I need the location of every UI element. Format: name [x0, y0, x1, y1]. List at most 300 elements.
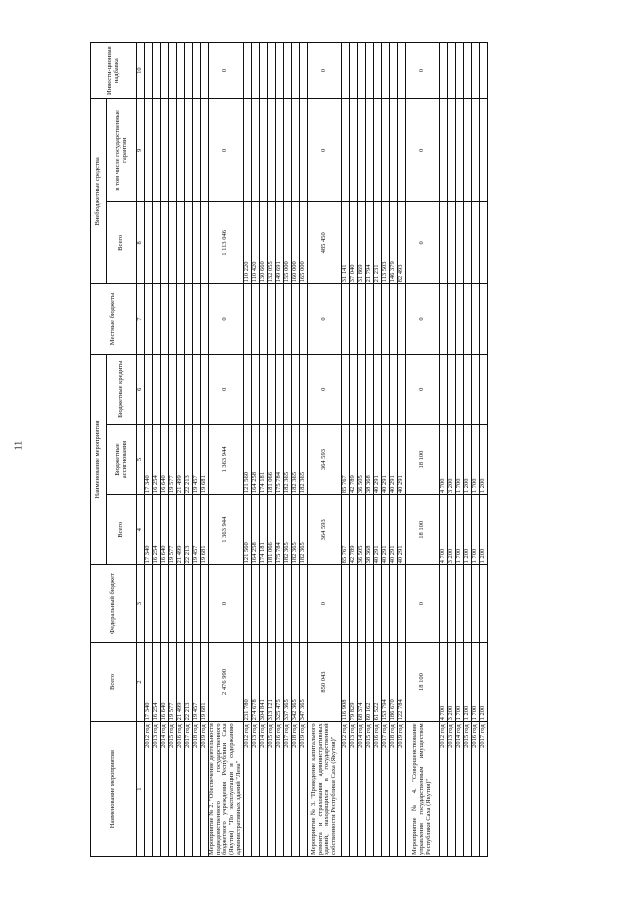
year-extra-guarantees	[184, 99, 192, 202]
year-local	[251, 284, 259, 354]
year-label: 2017 год	[184, 722, 192, 857]
year-total: 21 499	[176, 642, 184, 722]
year-local	[389, 284, 397, 354]
year-invest	[463, 43, 471, 99]
year-main-total: 16 640	[160, 495, 168, 565]
year-local	[184, 284, 192, 354]
year-extra-guarantees	[357, 99, 365, 202]
year-extra-guarantees	[160, 99, 168, 202]
rotated-table-container	[90, 42, 610, 857]
year-label: 2017 год	[479, 722, 487, 857]
year-extra-total: 130 660	[259, 202, 267, 284]
year-budget-credit	[381, 354, 389, 424]
column-index-cell: 6	[137, 354, 145, 424]
year-federal	[200, 565, 208, 642]
year-invest	[144, 43, 152, 99]
year-extra-total: 149 691	[275, 202, 283, 284]
year-main-total: 36 505	[357, 495, 365, 565]
year-federal	[259, 565, 267, 642]
year-total: 17 340	[144, 642, 152, 722]
year-budget-assign: 1 700	[455, 424, 463, 494]
year-budget-assign: 164 258	[251, 424, 259, 494]
year-total: 231 780	[243, 642, 251, 722]
year-budget-assign: 182 365	[299, 424, 307, 494]
year-extra-total	[447, 202, 455, 284]
year-main-total: 85 767	[341, 495, 349, 565]
year-budget-credit	[389, 354, 397, 424]
column-index-cell: 8	[137, 202, 145, 284]
year-federal	[184, 565, 192, 642]
year-local	[479, 284, 487, 354]
year-extra-guarantees	[275, 99, 283, 202]
measure-total: 2 476 990	[208, 642, 243, 722]
year-budget-assign: 36 505	[357, 424, 365, 494]
year-extra-total: 110 220	[243, 202, 251, 284]
measure-invest: 0	[307, 43, 341, 99]
year-extra-total: 37 040	[349, 202, 357, 284]
measure-federal: 0	[208, 565, 243, 642]
year-budget-assign: 181 066	[267, 424, 275, 494]
year-local	[144, 284, 152, 354]
year-total: 342 365	[291, 642, 299, 722]
year-total: 3 200	[447, 642, 455, 722]
year-federal	[463, 565, 471, 642]
year-budget-credit	[267, 354, 275, 424]
year-invest	[259, 43, 267, 99]
year-invest	[251, 43, 259, 99]
year-budget-assign: 16 254	[152, 424, 160, 494]
header-extra-total: Всего	[107, 202, 137, 284]
year-local	[373, 284, 381, 354]
year-budget-credit	[184, 354, 192, 424]
year-main-total: 182 365	[283, 495, 291, 565]
year-main-total: 21 499	[176, 495, 184, 565]
year-federal	[341, 565, 349, 642]
year-budget-assign: 22 213	[184, 424, 192, 494]
year-main-total: 4 700	[439, 495, 447, 565]
year-extra-total	[184, 202, 192, 284]
year-local	[381, 284, 389, 354]
year-total: 337 365	[283, 642, 291, 722]
year-main-total: 175 784	[275, 495, 283, 565]
year-local	[357, 284, 365, 354]
year-budget-assign: 40 291	[373, 424, 381, 494]
year-label: 2018 год	[291, 722, 299, 857]
year-federal	[283, 565, 291, 642]
year-label: 2015 год	[365, 722, 373, 857]
year-invest	[243, 43, 251, 99]
year-extra-guarantees	[349, 99, 357, 202]
year-total: 1 200	[479, 642, 487, 722]
year-extra-guarantees	[463, 99, 471, 202]
year-federal	[365, 565, 373, 642]
year-main-total: 1 200	[463, 495, 471, 565]
year-extra-total	[200, 202, 208, 284]
year-extra-guarantees	[176, 99, 184, 202]
year-federal	[243, 565, 251, 642]
year-main-total: 121 560	[243, 495, 251, 565]
year-row	[397, 43, 405, 857]
column-index-cell: 4	[137, 495, 145, 565]
year-extra-guarantees	[381, 99, 389, 202]
year-local	[176, 284, 184, 354]
year-budget-assign: 42 789	[349, 424, 357, 494]
year-total: 313 121	[267, 642, 275, 722]
year-budget-assign: 19 681	[200, 424, 208, 494]
year-main-total: 3 200	[447, 495, 455, 565]
measure-invest: 0	[405, 43, 439, 99]
year-total: 79 829	[349, 642, 357, 722]
year-federal	[152, 565, 160, 642]
year-total: 325 475	[275, 642, 283, 722]
year-extra-total: 110 420	[251, 202, 259, 284]
year-invest	[381, 43, 389, 99]
year-total: 68 374	[357, 642, 365, 722]
measure-title: Мероприятие № 4. "Совершенствование управления государственным имуществом Республики Саха (Якутия)"	[405, 722, 439, 857]
year-local	[291, 284, 299, 354]
year-budget-credit	[192, 354, 200, 424]
year-federal	[267, 565, 275, 642]
year-label: 2014 год	[259, 722, 267, 857]
year-extra-guarantees	[365, 99, 373, 202]
column-index-cell: 2	[137, 642, 145, 722]
year-extra-guarantees	[373, 99, 381, 202]
year-budget-assign: 40 291	[389, 424, 397, 494]
year-invest	[267, 43, 275, 99]
year-budget-assign: 17 340	[144, 424, 152, 494]
year-total: 116 908	[341, 642, 349, 722]
year-budget-assign: 174 181	[259, 424, 267, 494]
year-extra-total	[463, 202, 471, 284]
year-label: 2013 год	[349, 722, 357, 857]
measure-extra-guarantees: 0	[307, 99, 341, 202]
year-federal	[299, 565, 307, 642]
year-budget-assign: 182 365	[291, 424, 299, 494]
year-federal	[251, 565, 259, 642]
year-budget-credit	[144, 354, 152, 424]
year-invest	[283, 43, 291, 99]
year-main-total: 174 181	[259, 495, 267, 565]
year-label: 2019 год	[397, 722, 405, 857]
year-local	[365, 284, 373, 354]
year-main-total: 1 700	[455, 495, 463, 565]
year-total: 22 213	[184, 642, 192, 722]
header-budget-credit: Бюджетные кредиты	[107, 354, 137, 424]
year-extra-total	[471, 202, 479, 284]
measure-extra-total: 485 450	[307, 202, 341, 284]
year-federal	[479, 565, 487, 642]
year-total: 347 365	[299, 642, 307, 722]
year-federal	[349, 565, 357, 642]
year-total: 16 640	[160, 642, 168, 722]
header-main-total: Всего	[107, 495, 137, 565]
year-invest	[192, 43, 200, 99]
year-budget-assign: 4 700	[439, 424, 447, 494]
year-total: 186 670	[389, 642, 397, 722]
year-label: 2013 год	[447, 722, 455, 857]
measure-budget-assign: 18 100	[405, 424, 439, 494]
measure-federal: 0	[405, 565, 439, 642]
year-main-total: 40 291	[397, 495, 405, 565]
year-federal	[471, 565, 479, 642]
year-main-total: 40 291	[381, 495, 389, 565]
year-total: 19 577	[168, 642, 176, 722]
year-invest	[479, 43, 487, 99]
year-extra-guarantees	[168, 99, 176, 202]
year-budget-assign: 21 499	[176, 424, 184, 494]
year-extra-guarantees	[283, 99, 291, 202]
year-federal	[275, 565, 283, 642]
year-extra-guarantees	[299, 99, 307, 202]
year-main-total: 19 681	[200, 495, 208, 565]
year-budget-assign: 1 700	[471, 424, 479, 494]
year-budget-assign: 182 365	[283, 424, 291, 494]
year-extra-total: 82 493	[397, 202, 405, 284]
year-federal	[168, 565, 176, 642]
year-budget-credit	[160, 354, 168, 424]
measure-local: 0	[405, 284, 439, 354]
year-budget-credit	[341, 354, 349, 424]
year-invest	[184, 43, 192, 99]
year-total: 19 681	[200, 642, 208, 722]
year-extra-guarantees	[439, 99, 447, 202]
year-label: 2012 год	[341, 722, 349, 857]
year-extra-guarantees	[243, 99, 251, 202]
year-local	[455, 284, 463, 354]
year-extra-guarantees	[341, 99, 349, 202]
year-budget-assign: 175 784	[275, 424, 283, 494]
year-total: 19 457	[192, 642, 200, 722]
column-index-cell: 10	[137, 43, 145, 99]
column-index-cell: 1	[137, 722, 145, 857]
year-local	[275, 284, 283, 354]
year-label: 2017 год	[283, 722, 291, 857]
year-extra-guarantees	[152, 99, 160, 202]
year-budget-credit	[299, 354, 307, 424]
year-local	[341, 284, 349, 354]
year-main-total: 40 291	[389, 495, 397, 565]
year-budget-assign: 1 200	[463, 424, 471, 494]
year-budget-credit	[397, 354, 405, 424]
year-budget-credit	[463, 354, 471, 424]
year-main-total: 19 577	[168, 495, 176, 565]
year-total: 4 700	[439, 642, 447, 722]
year-federal	[176, 565, 184, 642]
measure-main-total: 1 363 944	[208, 495, 243, 565]
year-main-total: 38 368	[365, 495, 373, 565]
year-extra-guarantees	[471, 99, 479, 202]
year-invest	[397, 43, 405, 99]
year-row	[479, 43, 487, 857]
year-federal	[192, 565, 200, 642]
year-budget-credit	[259, 354, 267, 424]
year-local	[259, 284, 267, 354]
year-extra-guarantees	[447, 99, 455, 202]
year-main-total: 181 066	[267, 495, 275, 565]
year-federal	[160, 565, 168, 642]
year-budget-credit	[479, 354, 487, 424]
year-federal	[357, 565, 365, 642]
measure-title: Мероприятие № 2. "Обеспечение деятельности подведомственного государственного бюджетного учреждения Республики Саха (Якутия) "По эксплуатации и содержанию административных зданий "Лена"	[207, 723, 243, 855]
year-budget-assign: 19 457	[192, 424, 200, 494]
year-budget-credit	[357, 354, 365, 424]
year-extra-total	[144, 202, 152, 284]
year-local	[349, 284, 357, 354]
header-group-main: Наименование мероприятия	[91, 354, 107, 565]
year-total: 60 162	[365, 642, 373, 722]
year-invest	[455, 43, 463, 99]
measure-row	[405, 43, 439, 857]
year-budget-credit	[373, 354, 381, 424]
year-extra-guarantees	[144, 99, 152, 202]
header-group-extra: Внебюджетные средства	[91, 99, 107, 284]
year-invest	[341, 43, 349, 99]
year-extra-guarantees	[267, 99, 275, 202]
year-extra-total	[479, 202, 487, 284]
year-extra-total: 132 055	[267, 202, 275, 284]
year-extra-total: 155 000	[283, 202, 291, 284]
year-budget-credit	[275, 354, 283, 424]
year-federal	[439, 565, 447, 642]
year-extra-guarantees	[291, 99, 299, 202]
year-total: 61 522	[373, 642, 381, 722]
year-total: 16 254	[152, 642, 160, 722]
measure-title: Мероприятие № 3. "Проведение капитального ремонта и страхования административных зданий, находящихся в государственной собственности Республики Саха (Якутия)"	[307, 722, 341, 857]
year-budget-assign: 121 560	[243, 424, 251, 494]
year-label: 2019 год	[200, 722, 208, 857]
year-budget-credit	[200, 354, 208, 424]
year-extra-total: 113 503	[381, 202, 389, 284]
measure-local: 0	[307, 284, 341, 354]
year-local	[192, 284, 200, 354]
year-extra-total	[152, 202, 160, 284]
year-budget-credit	[152, 354, 160, 424]
measure-extra-guarantees: 0	[208, 99, 243, 202]
measure-budget-assign: 364 593	[307, 424, 341, 494]
year-extra-total: 31 869	[357, 202, 365, 284]
header-name: Наименование мероприятия	[91, 722, 137, 857]
year-label: 2016 год	[471, 722, 479, 857]
year-budget-credit	[291, 354, 299, 424]
year-total: 122 784	[397, 642, 405, 722]
year-budget-assign: 16 640	[160, 424, 168, 494]
measure-row	[307, 43, 341, 857]
year-label: 2016 год	[373, 722, 381, 857]
column-index-cell: 9	[137, 99, 145, 202]
year-federal	[455, 565, 463, 642]
year-federal	[381, 565, 389, 642]
year-invest	[160, 43, 168, 99]
year-budget-credit	[365, 354, 373, 424]
year-label: 2015 год	[463, 722, 471, 857]
column-index-cell: 7	[137, 284, 145, 354]
year-label: 2016 год	[275, 722, 283, 857]
year-budget-assign: 85 767	[341, 424, 349, 494]
column-index-cell: 3	[137, 565, 145, 642]
year-label: 2015 год	[267, 722, 275, 857]
measure-extra-guarantees: 0	[405, 99, 439, 202]
year-total: 274 678	[251, 642, 259, 722]
year-extra-guarantees	[397, 99, 405, 202]
year-invest	[176, 43, 184, 99]
year-local	[283, 284, 291, 354]
year-total: 1 700	[471, 642, 479, 722]
year-federal	[373, 565, 381, 642]
year-extra-total: 21 794	[365, 202, 373, 284]
measure-budget-assign: 1 363 944	[208, 424, 243, 494]
year-main-total: 42 789	[349, 495, 357, 565]
year-extra-total: 31 141	[341, 202, 349, 284]
year-federal	[447, 565, 455, 642]
year-label: 2014 год	[357, 722, 365, 857]
year-label: 2018 год	[389, 722, 397, 857]
year-total: 1 200	[463, 642, 471, 722]
header-budget-assign: Бюджетные ассигнования	[107, 424, 137, 494]
year-extra-total: 146 379	[389, 202, 397, 284]
year-extra-guarantees	[192, 99, 200, 202]
year-main-total: 1 700	[471, 495, 479, 565]
measure-budget-credit: 0	[405, 354, 439, 424]
year-main-total: 40 291	[373, 495, 381, 565]
year-invest	[168, 43, 176, 99]
year-extra-total	[176, 202, 184, 284]
year-extra-guarantees	[389, 99, 397, 202]
year-total: 304 841	[259, 642, 267, 722]
year-label: 2013 год	[152, 722, 160, 857]
year-local	[200, 284, 208, 354]
year-local	[439, 284, 447, 354]
year-local	[267, 284, 275, 354]
year-local	[447, 284, 455, 354]
year-extra-total	[439, 202, 447, 284]
year-label: 2014 год	[160, 722, 168, 857]
measure-budget-credit: 0	[208, 354, 243, 424]
year-main-total: 17 340	[144, 495, 152, 565]
year-invest	[349, 43, 357, 99]
year-main-total: 16 254	[152, 495, 160, 565]
year-extra-total: 160 000	[291, 202, 299, 284]
year-label: 2012 год	[243, 722, 251, 857]
year-budget-assign: 19 577	[168, 424, 176, 494]
year-budget-credit	[243, 354, 251, 424]
year-invest	[291, 43, 299, 99]
year-local	[463, 284, 471, 354]
measure-invest: 0	[208, 43, 243, 99]
header-invest: Инвести-ционная надбавка	[91, 43, 137, 99]
year-invest	[299, 43, 307, 99]
year-local	[243, 284, 251, 354]
measure-row	[208, 43, 243, 857]
year-extra-total	[192, 202, 200, 284]
measure-main-total: 18 100	[405, 495, 439, 565]
year-federal	[291, 565, 299, 642]
year-budget-credit	[439, 354, 447, 424]
measure-extra-total: 0	[405, 202, 439, 284]
year-label: 2019 год	[299, 722, 307, 857]
year-extra-guarantees	[455, 99, 463, 202]
year-total: 1 700	[455, 642, 463, 722]
year-row	[299, 43, 307, 857]
year-invest	[357, 43, 365, 99]
header-extra-guarantees: в том числе государственные гарантии	[107, 99, 137, 202]
year-label: 2014 год	[455, 722, 463, 857]
year-budget-credit	[176, 354, 184, 424]
year-invest	[439, 43, 447, 99]
year-budget-credit	[251, 354, 259, 424]
year-extra-guarantees	[251, 99, 259, 202]
year-federal	[389, 565, 397, 642]
year-invest	[275, 43, 283, 99]
